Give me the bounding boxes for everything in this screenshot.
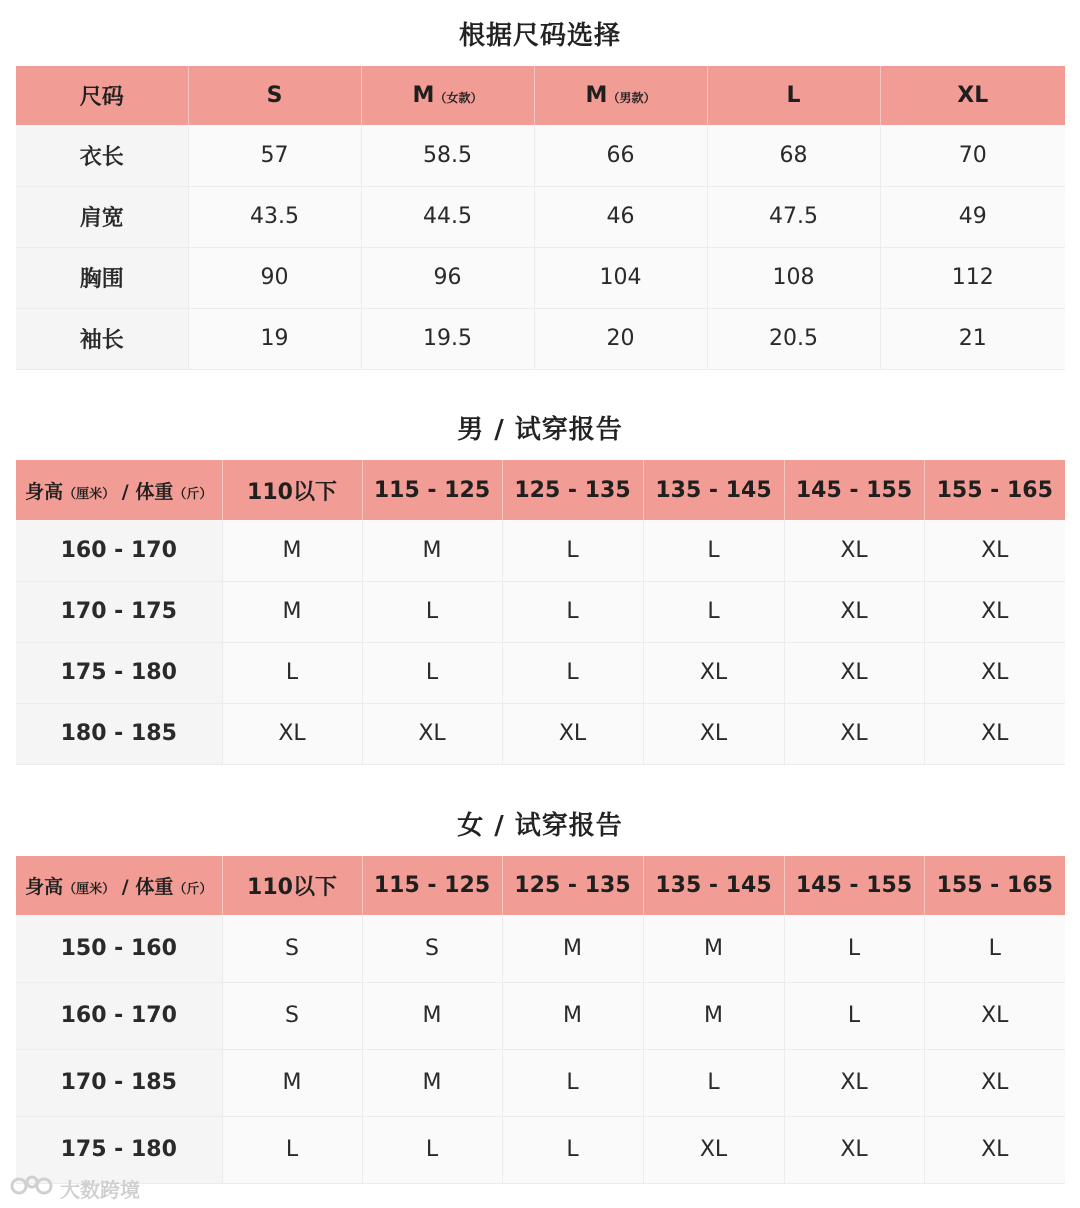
table-cell: XL <box>643 642 784 703</box>
table-cell: M <box>502 915 643 982</box>
table-cell: XL <box>784 703 924 764</box>
table-cell: 44.5 <box>361 186 534 247</box>
row-label: 衣长 <box>16 125 188 186</box>
table-cell: XL <box>784 642 924 703</box>
table-cell: 20.5 <box>707 308 880 369</box>
table-cell: 58.5 <box>361 125 534 186</box>
table-cell: 57 <box>188 125 361 186</box>
female-report-table <box>16 856 1065 1184</box>
table-cell: 90 <box>188 247 361 308</box>
table-row <box>16 125 1065 186</box>
height-label: 150 - 160 <box>16 915 222 982</box>
table-cell: 70 <box>880 125 1065 186</box>
size-chart-header-row <box>16 66 1065 125</box>
table-cell: XL <box>643 1116 784 1183</box>
table-cell: L <box>502 1049 643 1116</box>
corner-header: 身高（厘米） / 体重（斤） <box>16 856 222 915</box>
table-cell: XL <box>502 703 643 764</box>
header-cell: L <box>707 66 880 125</box>
table-cell: XL <box>784 1116 924 1183</box>
table-cell: XL <box>643 703 784 764</box>
table-cell: L <box>784 982 924 1049</box>
table-cell: M <box>362 982 502 1049</box>
table-cell: XL <box>924 1116 1065 1183</box>
table-row <box>16 247 1065 308</box>
table-cell: XL <box>924 703 1065 764</box>
logo-icon <box>10 1172 54 1205</box>
table-cell: M <box>362 520 502 581</box>
table-cell: L <box>502 581 643 642</box>
table-cell: 19 <box>188 308 361 369</box>
table-cell: 19.5 <box>361 308 534 369</box>
table-cell: L <box>784 915 924 982</box>
table-cell: L <box>643 581 784 642</box>
table-cell: L <box>502 1116 643 1183</box>
table-cell: L <box>643 520 784 581</box>
table-row <box>16 1049 1065 1116</box>
header-cell: M（男款） <box>534 66 707 125</box>
table-row <box>16 703 1065 764</box>
male-report-header-row <box>16 460 1065 520</box>
height-label: 160 - 170 <box>16 520 222 581</box>
table-cell: L <box>362 581 502 642</box>
table-row <box>16 186 1065 247</box>
weight-header: 155 - 165 <box>924 460 1065 520</box>
table-row <box>16 1116 1065 1183</box>
table-cell: 68 <box>707 125 880 186</box>
table-cell: L <box>502 520 643 581</box>
table-cell: 46 <box>534 186 707 247</box>
male-report-table <box>16 460 1065 765</box>
weight-header: 115 - 125 <box>362 460 502 520</box>
table-cell: L <box>362 1116 502 1183</box>
table-cell: 104 <box>534 247 707 308</box>
table-cell: 20 <box>534 308 707 369</box>
weight-header: 145 - 155 <box>784 460 924 520</box>
height-label: 175 - 180 <box>16 642 222 703</box>
table-cell: S <box>362 915 502 982</box>
table-cell: XL <box>784 520 924 581</box>
table-row <box>16 308 1065 369</box>
header-cell: XL <box>880 66 1065 125</box>
header-cell: M（女款） <box>361 66 534 125</box>
row-label: 袖长 <box>16 308 188 369</box>
size-chart-table <box>16 66 1065 370</box>
female-report-title: 女 / 试穿报告 <box>457 811 623 841</box>
weight-header: 155 - 165 <box>924 856 1065 915</box>
weight-header: 135 - 145 <box>643 856 784 915</box>
table-cell: 66 <box>534 125 707 186</box>
table-cell: 108 <box>707 247 880 308</box>
table-cell: XL <box>784 581 924 642</box>
table-cell: XL <box>362 703 502 764</box>
table-cell: 21 <box>880 308 1065 369</box>
table-cell: XL <box>924 520 1065 581</box>
weight-header: 110以下 <box>222 856 362 915</box>
weight-header: 135 - 145 <box>643 460 784 520</box>
table-cell: XL <box>924 581 1065 642</box>
table-cell: L <box>502 642 643 703</box>
height-label: 160 - 170 <box>16 982 222 1049</box>
table-cell: M <box>643 982 784 1049</box>
table-cell: 96 <box>361 247 534 308</box>
height-label: 175 - 180 <box>16 1116 222 1183</box>
table-cell: L <box>362 642 502 703</box>
table-cell: 112 <box>880 247 1065 308</box>
table-cell: XL <box>222 703 362 764</box>
weight-header: 125 - 135 <box>502 856 643 915</box>
height-label: 170 - 185 <box>16 1049 222 1116</box>
weight-header: 125 - 135 <box>502 460 643 520</box>
size-chart-title: 根据尺码选择 <box>458 21 621 51</box>
table-cell: 49 <box>880 186 1065 247</box>
watermark-text: 大数跨境 <box>60 1177 140 1202</box>
table-cell: M <box>643 915 784 982</box>
table-row <box>16 581 1065 642</box>
table-cell: XL <box>924 642 1065 703</box>
table-row <box>16 982 1065 1049</box>
row-label: 肩宽 <box>16 186 188 247</box>
table-cell: XL <box>784 1049 924 1116</box>
table-cell: M <box>502 982 643 1049</box>
table-cell: S <box>222 982 362 1049</box>
watermark <box>10 1172 140 1204</box>
table-row <box>16 642 1065 703</box>
table-cell: XL <box>924 982 1065 1049</box>
table-cell: L <box>924 915 1065 982</box>
table-cell: L <box>643 1049 784 1116</box>
table-cell: M <box>222 1049 362 1116</box>
header-cell: 尺码 <box>16 66 188 125</box>
table-cell: S <box>222 915 362 982</box>
table-cell: M <box>362 1049 502 1116</box>
height-label: 180 - 185 <box>16 703 222 764</box>
table-cell: L <box>222 642 362 703</box>
corner-header: 身高（厘米） / 体重（斤） <box>16 460 222 520</box>
male-report-title: 男 / 试穿报告 <box>457 415 623 445</box>
table-cell: XL <box>924 1049 1065 1116</box>
table-row <box>16 520 1065 581</box>
table-cell: 47.5 <box>707 186 880 247</box>
header-cell: S <box>188 66 361 125</box>
female-report-header-row <box>16 856 1065 915</box>
weight-header: 115 - 125 <box>362 856 502 915</box>
table-row <box>16 915 1065 982</box>
row-label: 胸围 <box>16 247 188 308</box>
table-cell: 43.5 <box>188 186 361 247</box>
table-cell: M <box>222 520 362 581</box>
weight-header: 110以下 <box>222 460 362 520</box>
table-cell: M <box>222 581 362 642</box>
height-label: 170 - 175 <box>16 581 222 642</box>
table-cell: L <box>222 1116 362 1183</box>
weight-header: 145 - 155 <box>784 856 924 915</box>
